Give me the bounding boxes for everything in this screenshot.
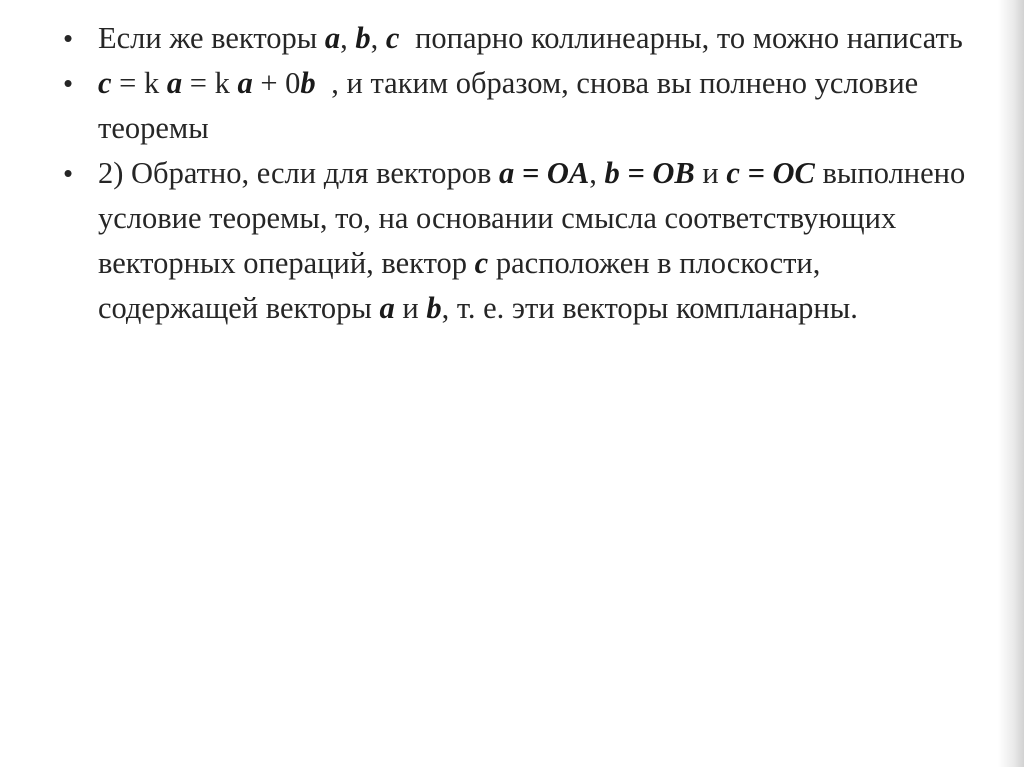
text: выполнено условие теоремы, то, на основании смысла соответствующих векторных операций, вектор (98, 156, 966, 280)
vector-a: a (379, 291, 395, 325)
list-item-collinear (58, 16, 968, 61)
bullet-icon: • (63, 158, 73, 188)
vector-b-ob: b = OB (604, 156, 695, 190)
text: , (589, 156, 605, 190)
vector-a: a (237, 66, 253, 100)
bullet-icon: • (63, 68, 73, 98)
text: и (694, 156, 727, 190)
text: расположен в плоскости, содержащей векторы (98, 246, 821, 325)
vector-c: c (474, 246, 489, 280)
text: попарно коллинеарны, то можно написать (407, 21, 963, 55)
bullet-list (58, 16, 968, 331)
bullet-icon: • (63, 23, 73, 53)
vector-c-oc: c = OC (726, 156, 815, 190)
vector-c: c (98, 66, 112, 100)
text: , (340, 21, 356, 55)
formula-text: + 0 (252, 66, 301, 100)
vector-a: a (324, 21, 341, 55)
vector-b: b (300, 66, 316, 100)
text: 2) Обратно, если для векторов (98, 156, 499, 190)
text: , (370, 21, 386, 55)
list-item-formula (58, 61, 968, 151)
formula-text: = k (111, 66, 167, 100)
slide-edge-shadow (998, 0, 1024, 767)
formula-text: = k (182, 66, 238, 100)
text: , т. е. эти векторы компланарны. (441, 291, 858, 325)
text: Если же векторы (98, 21, 325, 55)
vector-c: c (385, 21, 400, 55)
vector-b: b (426, 291, 442, 325)
text: , и таким образом, снова вы полнено условие теоремы (98, 66, 919, 145)
vector-a: a (166, 66, 183, 100)
list-item-converse (58, 151, 968, 331)
text: и (394, 291, 427, 325)
vector-b: b (355, 21, 371, 55)
vector-a-oa: a = OA (499, 156, 590, 190)
